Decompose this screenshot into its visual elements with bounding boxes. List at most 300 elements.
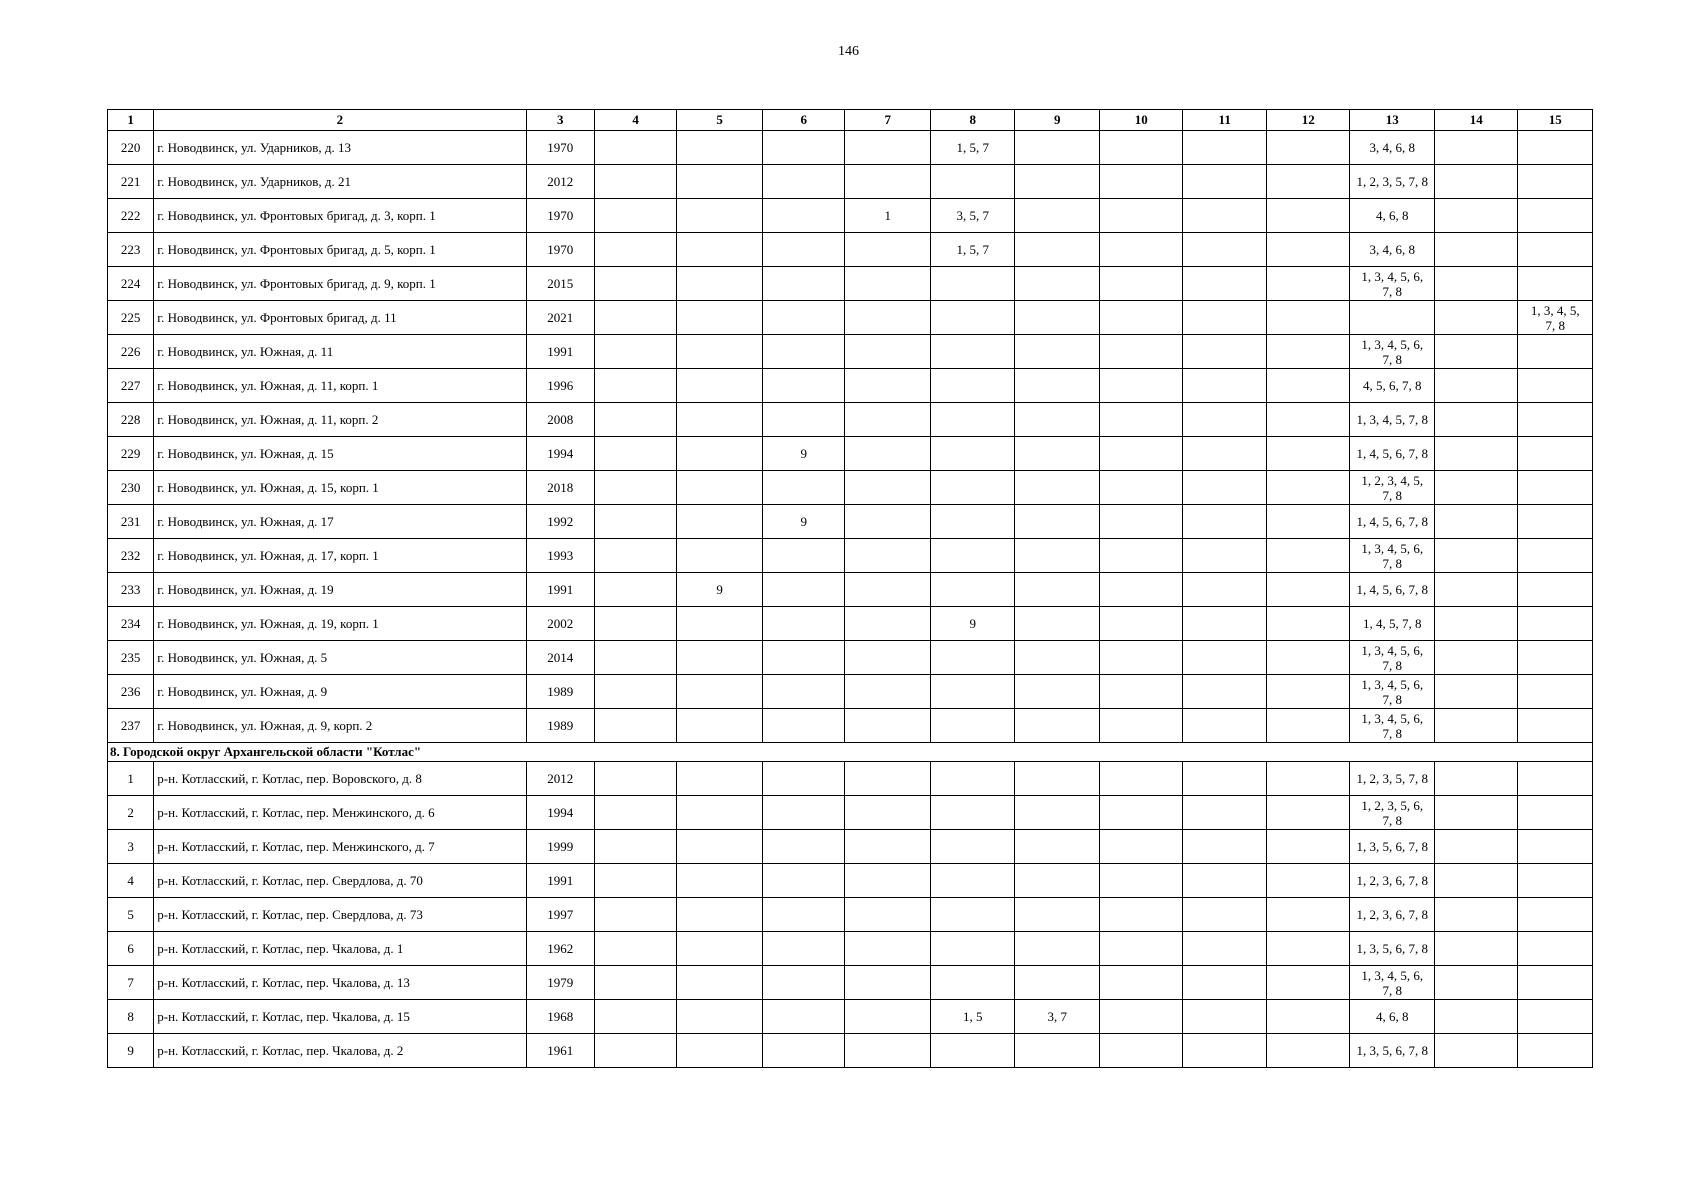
table-cell (677, 335, 763, 369)
table-cell (677, 796, 763, 830)
table-cell (1015, 675, 1100, 709)
table-cell: 1, 4, 5, 6, 7, 8 (1350, 437, 1435, 471)
table-cell (845, 403, 931, 437)
table-cell (677, 233, 763, 267)
table-cell (1099, 369, 1183, 403)
table-cell (1518, 233, 1593, 267)
table-cell (677, 675, 763, 709)
year-cell: 1997 (526, 898, 594, 932)
table-cell (1015, 301, 1100, 335)
row-number-cell: 234 (108, 607, 154, 641)
row-number-cell: 222 (108, 199, 154, 233)
table-cell (1015, 830, 1100, 864)
table-cell (762, 301, 845, 335)
table-row (108, 762, 1593, 796)
table-cell (1518, 471, 1593, 505)
table-cell (677, 199, 763, 233)
table-cell (1518, 505, 1593, 539)
table-cell: 1, 3, 5, 6, 7, 8 (1350, 1034, 1435, 1068)
table-cell (1434, 573, 1518, 607)
table-cell (1434, 762, 1518, 796)
table-cell (1183, 898, 1267, 932)
table-cell: 9 (762, 505, 845, 539)
table-cell (677, 1034, 763, 1068)
address-cell: г. Новодвинск, ул. Южная, д. 19, корп. 1 (154, 607, 526, 641)
table-cell (930, 573, 1015, 607)
table-cell (930, 335, 1015, 369)
table-cell: 1, 4, 5, 6, 7, 8 (1350, 505, 1435, 539)
table-row (108, 505, 1593, 539)
table-cell (1099, 165, 1183, 199)
year-cell: 1979 (526, 966, 594, 1000)
table-cell: 4, 6, 8 (1350, 1000, 1435, 1034)
table-row (108, 675, 1593, 709)
table-cell (845, 830, 931, 864)
table-cell: 3, 7 (1015, 1000, 1100, 1034)
year-cell: 1994 (526, 796, 594, 830)
table-cell (930, 966, 1015, 1000)
table-cell (1434, 437, 1518, 471)
section-title: 8. Городской округ Архангельской области "Котлас" (108, 743, 1593, 762)
table-cell (930, 369, 1015, 403)
table-cell (594, 898, 677, 932)
address-cell: г. Новодвинск, ул. Южная, д. 17, корп. 1 (154, 539, 526, 573)
address-cell: р-н. Котласский, г. Котлас, пер. Менжинского, д. 6 (154, 796, 526, 830)
table-cell (930, 267, 1015, 301)
section-row (108, 743, 1593, 762)
row-number-cell: 229 (108, 437, 154, 471)
table-cell (845, 898, 931, 932)
table-cell (1015, 796, 1100, 830)
year-cell: 1961 (526, 1034, 594, 1068)
table-cell (1266, 301, 1350, 335)
table-cell (594, 1000, 677, 1034)
table-cell (1266, 709, 1350, 743)
table-cell (1266, 607, 1350, 641)
address-cell: г. Новодвинск, ул. Южная, д. 11, корп. 2 (154, 403, 526, 437)
table-cell (1518, 709, 1593, 743)
table-cell (930, 709, 1015, 743)
table-row (108, 131, 1593, 165)
column-header-7: 7 (845, 110, 931, 131)
column-header-11: 11 (1183, 110, 1267, 131)
table-cell (1266, 966, 1350, 1000)
table-row (108, 267, 1593, 301)
table-cell: 1, 3, 5, 6, 7, 8 (1350, 830, 1435, 864)
table-row (108, 1000, 1593, 1034)
table-cell (1518, 199, 1593, 233)
table-cell (1266, 403, 1350, 437)
table-cell (1434, 369, 1518, 403)
table-cell (762, 966, 845, 1000)
year-cell: 1968 (526, 1000, 594, 1034)
table-cell (1099, 539, 1183, 573)
table-cell (1434, 830, 1518, 864)
table-cell (1518, 437, 1593, 471)
table-cell: 1 (845, 199, 931, 233)
table-cell (1434, 709, 1518, 743)
table-row (108, 607, 1593, 641)
table-cell (1434, 932, 1518, 966)
year-cell: 2014 (526, 641, 594, 675)
table-cell (845, 471, 931, 505)
table-cell (1183, 675, 1267, 709)
table-cell (594, 762, 677, 796)
table-cell (1266, 369, 1350, 403)
table-cell (930, 539, 1015, 573)
table-cell (594, 641, 677, 675)
table-cell: 1, 2, 3, 6, 7, 8 (1350, 898, 1435, 932)
table-cell (1518, 932, 1593, 966)
table-row (108, 471, 1593, 505)
table-cell: 1, 3, 5, 6, 7, 8 (1350, 932, 1435, 966)
column-header-1: 1 (108, 110, 154, 131)
table-cell (1099, 335, 1183, 369)
year-cell: 1992 (526, 505, 594, 539)
table-cell (1434, 403, 1518, 437)
table-cell (1434, 199, 1518, 233)
table-cell (845, 131, 931, 165)
table-cell (762, 539, 845, 573)
table-cell: 1, 3, 4, 5, 6, 7, 8 (1350, 675, 1435, 709)
table-cell (762, 607, 845, 641)
column-header-4: 4 (594, 110, 677, 131)
table-cell (1434, 1000, 1518, 1034)
table-cell (1518, 267, 1593, 301)
table-cell (762, 131, 845, 165)
table-cell (1518, 165, 1593, 199)
column-header-10: 10 (1099, 110, 1183, 131)
table-cell (1099, 830, 1183, 864)
address-cell: р-н. Котласский, г. Котлас, пер. Чкалова, д. 1 (154, 932, 526, 966)
table-cell (1099, 641, 1183, 675)
table-cell (1434, 607, 1518, 641)
table-cell (594, 864, 677, 898)
table-cell (1015, 539, 1100, 573)
year-cell: 1991 (526, 573, 594, 607)
table-cell (1015, 932, 1100, 966)
year-cell: 2008 (526, 403, 594, 437)
table-cell: 1, 4, 5, 6, 7, 8 (1350, 573, 1435, 607)
table-cell (845, 796, 931, 830)
table-cell (762, 932, 845, 966)
address-cell: г. Новодвинск, ул. Южная, д. 15 (154, 437, 526, 471)
table-cell (594, 437, 677, 471)
table-cell (1183, 335, 1267, 369)
table-cell (930, 165, 1015, 199)
table-cell (1266, 539, 1350, 573)
table-cell (1099, 709, 1183, 743)
table-cell (845, 369, 931, 403)
table-cell (1183, 830, 1267, 864)
table-cell (1015, 864, 1100, 898)
table-cell (1099, 505, 1183, 539)
table-cell (1015, 165, 1100, 199)
table-cell (1518, 762, 1593, 796)
table-cell (1099, 301, 1183, 335)
table-cell (594, 369, 677, 403)
table-cell (762, 1000, 845, 1034)
table-row (108, 403, 1593, 437)
table-cell (1434, 641, 1518, 675)
table-cell (1183, 471, 1267, 505)
table-cell (1183, 932, 1267, 966)
address-cell: р-н. Котласский, г. Котлас, пер. Менжинского, д. 7 (154, 830, 526, 864)
table-cell: 1, 3, 4, 5, 6, 7, 8 (1350, 966, 1435, 1000)
table-cell (1434, 335, 1518, 369)
row-number-cell: 8 (108, 1000, 154, 1034)
row-number-cell: 4 (108, 864, 154, 898)
address-cell: р-н. Котласский, г. Котлас, пер. Чкалова, д. 13 (154, 966, 526, 1000)
table-cell (1099, 966, 1183, 1000)
table-cell (1266, 1000, 1350, 1034)
address-cell: р-н. Котласский, г. Котлас, пер. Свердлова, д. 70 (154, 864, 526, 898)
column-header-15: 15 (1518, 110, 1593, 131)
table-cell: 1, 3, 4, 5, 6, 7, 8 (1350, 335, 1435, 369)
table-cell (1183, 539, 1267, 573)
table-cell (1434, 471, 1518, 505)
row-number-cell: 221 (108, 165, 154, 199)
table-cell (677, 301, 763, 335)
table-cell (594, 301, 677, 335)
table-cell (1183, 131, 1267, 165)
table-cell (1099, 675, 1183, 709)
column-header-9: 9 (1015, 110, 1100, 131)
row-number-cell: 230 (108, 471, 154, 505)
table-cell (1183, 641, 1267, 675)
table-cell (762, 233, 845, 267)
table-cell (677, 898, 763, 932)
table-cell (1518, 864, 1593, 898)
table-cell: 1, 3, 4, 5, 6, 7, 8 (1350, 641, 1435, 675)
address-cell: р-н. Котласский, г. Котлас, пер. Чкалова, д. 15 (154, 1000, 526, 1034)
table-cell (1015, 131, 1100, 165)
year-cell: 1999 (526, 830, 594, 864)
table-cell: 3, 4, 6, 8 (1350, 233, 1435, 267)
table-cell (594, 335, 677, 369)
table-cell (1518, 369, 1593, 403)
table-cell (1266, 165, 1350, 199)
table-row (108, 898, 1593, 932)
table-cell (594, 267, 677, 301)
table-cell (1099, 199, 1183, 233)
year-cell: 1993 (526, 539, 594, 573)
table-cell (1434, 966, 1518, 1000)
table-cell (1183, 796, 1267, 830)
table-cell (594, 165, 677, 199)
table-cell (1015, 1034, 1100, 1068)
table-cell (845, 539, 931, 573)
table-cell (677, 437, 763, 471)
table-cell (1015, 403, 1100, 437)
table-cell (1518, 830, 1593, 864)
table-cell (1183, 864, 1267, 898)
table-cell (930, 505, 1015, 539)
table-cell (1099, 403, 1183, 437)
table-cell (1015, 267, 1100, 301)
table-cell (930, 437, 1015, 471)
row-number-cell: 236 (108, 675, 154, 709)
table-row (108, 573, 1593, 607)
table-row (108, 1034, 1593, 1068)
year-cell: 1991 (526, 864, 594, 898)
table-cell (845, 301, 931, 335)
table-cell (1518, 966, 1593, 1000)
table-cell (1266, 573, 1350, 607)
year-cell: 2015 (526, 267, 594, 301)
housing-register-table (107, 109, 1593, 1068)
table-cell (1434, 131, 1518, 165)
address-cell: г. Новодвинск, ул. Южная, д. 11, корп. 1 (154, 369, 526, 403)
address-cell: г. Новодвинск, ул. Фронтовых бригад, д. 9, корп. 1 (154, 267, 526, 301)
table-cell: 9 (930, 607, 1015, 641)
table-cell (762, 641, 845, 675)
table-cell (1266, 1034, 1350, 1068)
table-cell (1183, 233, 1267, 267)
table-cell (762, 762, 845, 796)
table-cell (1266, 932, 1350, 966)
table-cell (594, 539, 677, 573)
table-cell: 1, 3, 4, 5, 6, 7, 8 (1350, 267, 1435, 301)
table-cell (762, 709, 845, 743)
table-cell (1015, 762, 1100, 796)
year-cell: 1962 (526, 932, 594, 966)
table-cell (1266, 131, 1350, 165)
table-cell (1015, 471, 1100, 505)
table-cell (845, 165, 931, 199)
table-cell (1099, 471, 1183, 505)
table-cell (1266, 796, 1350, 830)
address-cell: р-н. Котласский, г. Котлас, пер. Свердлова, д. 73 (154, 898, 526, 932)
table-cell (845, 966, 931, 1000)
table-cell: 3, 5, 7 (930, 199, 1015, 233)
table-cell (845, 505, 931, 539)
table-cell (1518, 1000, 1593, 1034)
row-number-cell: 224 (108, 267, 154, 301)
table-cell (930, 762, 1015, 796)
table-cell: 9 (762, 437, 845, 471)
table-cell (594, 199, 677, 233)
row-number-cell: 228 (108, 403, 154, 437)
table-cell (845, 1000, 931, 1034)
table-cell (677, 641, 763, 675)
table-cell (677, 267, 763, 301)
address-cell: г. Новодвинск, ул. Южная, д. 17 (154, 505, 526, 539)
table-cell (930, 675, 1015, 709)
table-cell (594, 966, 677, 1000)
year-cell: 1996 (526, 369, 594, 403)
table-cell (1266, 864, 1350, 898)
table-cell (594, 403, 677, 437)
table-cell (845, 762, 931, 796)
column-header-12: 12 (1266, 110, 1350, 131)
table-cell (1266, 830, 1350, 864)
table-cell (594, 1034, 677, 1068)
table-cell (1015, 607, 1100, 641)
table-row (108, 539, 1593, 573)
table-cell (677, 539, 763, 573)
table-cell: 1, 5, 7 (930, 233, 1015, 267)
table-cell: 4, 6, 8 (1350, 199, 1435, 233)
table-cell (930, 898, 1015, 932)
table-cell (1099, 233, 1183, 267)
table-cell (1518, 641, 1593, 675)
table-cell (762, 403, 845, 437)
table-cell (930, 1034, 1015, 1068)
table-row (108, 864, 1593, 898)
address-cell: г. Новодвинск, ул. Южная, д. 15, корп. 1 (154, 471, 526, 505)
table-cell (930, 830, 1015, 864)
table-cell (677, 131, 763, 165)
table-cell (594, 233, 677, 267)
table-cell (1183, 403, 1267, 437)
row-number-cell: 2 (108, 796, 154, 830)
table-cell (930, 301, 1015, 335)
year-cell: 1970 (526, 233, 594, 267)
table-cell (1434, 864, 1518, 898)
table-cell (677, 1000, 763, 1034)
table-cell: 1, 2, 3, 4, 5, 7, 8 (1350, 471, 1435, 505)
row-number-cell: 3 (108, 830, 154, 864)
year-cell: 1970 (526, 199, 594, 233)
address-cell: г. Новодвинск, ул. Южная, д. 9 (154, 675, 526, 709)
table-cell (677, 762, 763, 796)
table-cell (1518, 335, 1593, 369)
table-cell (1434, 539, 1518, 573)
table-row (108, 199, 1593, 233)
table-cell (1518, 1034, 1593, 1068)
table-cell (1183, 505, 1267, 539)
table-cell (845, 641, 931, 675)
address-cell: г. Новодвинск, ул. Южная, д. 5 (154, 641, 526, 675)
address-cell: г. Новодвинск, ул. Фронтовых бригад, д. 5, корп. 1 (154, 233, 526, 267)
table-cell (677, 403, 763, 437)
table-cell (1015, 641, 1100, 675)
table-cell (1015, 573, 1100, 607)
address-cell: р-н. Котласский, г. Котлас, пер. Чкалова, д. 2 (154, 1034, 526, 1068)
table-cell: 1, 2, 3, 5, 7, 8 (1350, 762, 1435, 796)
row-number-cell: 9 (108, 1034, 154, 1068)
table-cell (677, 709, 763, 743)
table-cell (1266, 898, 1350, 932)
year-cell: 2012 (526, 762, 594, 796)
column-header-3: 3 (526, 110, 594, 131)
table-cell (1015, 335, 1100, 369)
row-number-cell: 231 (108, 505, 154, 539)
table-cell (594, 573, 677, 607)
table-cell (762, 369, 845, 403)
table-cell (1266, 437, 1350, 471)
table-cell (1518, 573, 1593, 607)
table-cell: 4, 5, 6, 7, 8 (1350, 369, 1435, 403)
address-cell: г. Новодвинск, ул. Фронтовых бригад, д. 3, корп. 1 (154, 199, 526, 233)
year-cell: 1994 (526, 437, 594, 471)
year-cell: 2021 (526, 301, 594, 335)
row-number-cell: 6 (108, 932, 154, 966)
year-cell: 2002 (526, 607, 594, 641)
table-cell: 1, 5 (930, 1000, 1015, 1034)
year-cell: 2018 (526, 471, 594, 505)
row-number-cell: 1 (108, 762, 154, 796)
table-cell (1434, 267, 1518, 301)
table-cell (845, 709, 931, 743)
table-cell (762, 471, 845, 505)
table-header-row (108, 110, 1593, 131)
table-cell (1266, 199, 1350, 233)
table-cell (677, 607, 763, 641)
table-cell (594, 505, 677, 539)
table-cell (1266, 471, 1350, 505)
